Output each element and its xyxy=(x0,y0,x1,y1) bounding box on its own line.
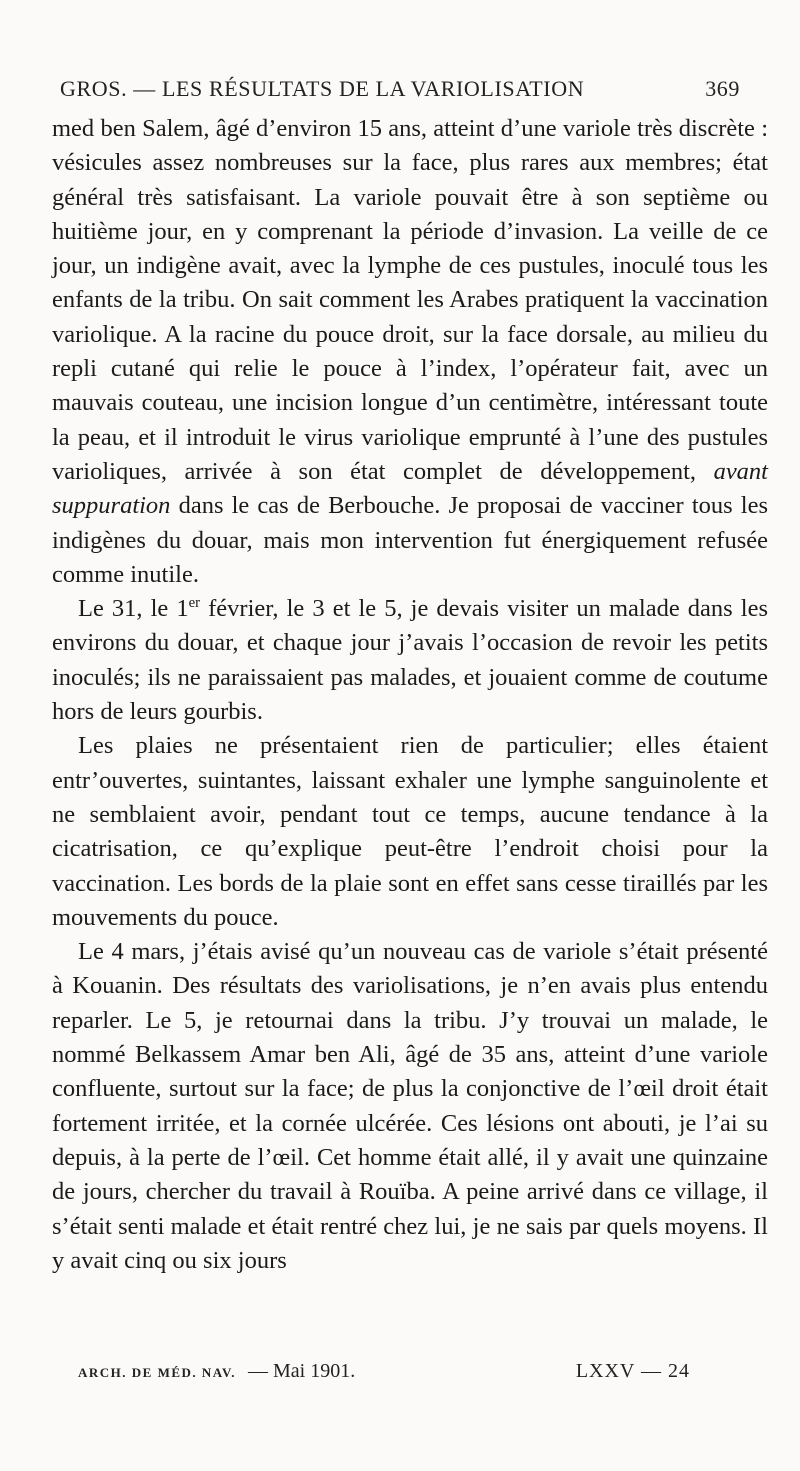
journal-name: ARCH. DE MÉD. NAV. xyxy=(78,1365,236,1380)
text-run: février, le 3 et le 5, je devais visiter un malade dans les environs du douar, et chaque jour j’avais l’occasion de revoir les petits inoculés; ils ne paraissaient pas malades, et jouaient comme de coutume hors de leurs gourbis. xyxy=(52,595,768,726)
article-body xyxy=(52,112,768,1278)
paragraph xyxy=(52,729,768,935)
issue-date: — Mai 1901. xyxy=(247,1360,356,1382)
text-run: Les plaies ne présentaient rien de particulier; elles étaient entr’ouvertes, suintantes, laissant exhaler une lymphe sanguinolente et ne semblaient avoir, pendant tout ce temps, aucune tendance à la cicatrisation, ce qu’explique peut-être l’endroit choisi pour la vaccination. Les bords de la plaie sont en effet sans cesse tiraillés par les mouvements du pouce. xyxy=(52,732,768,931)
text-run: med ben Salem, âgé d’environ 15 ans, atteint d’une variole très discrète : vésicules assez nombreuses sur la face, plus rares aux membres; état général très satisfaisant. La variole pouvait être à son septième ou huitième jour, en y comprenant la période d’invasion. La veille de ce jour, un indigène avait, avec la lymphe de ces pustules, inoculé tous les enfants de la tribu. On sait comment les Arabes pratiquent la vaccination variolique. A la racine du pouce droit, sur la face dorsale, au milieu du repli cutané qui relie le pouce à l’index, l’opérateur fait, avec un mauvais couteau, une incision longue d’un centimètre, intéressant toute la peau, et il introduit le virus variolique emprunté à l’une des pustules varioliques, arrivée à son état complet de développement, xyxy=(52,115,768,485)
paragraph xyxy=(52,935,768,1278)
superscript-text: er xyxy=(188,595,201,611)
page-footer xyxy=(78,1360,690,1383)
paragraph xyxy=(52,592,768,729)
text-run: Le 4 mars, j’étais avisé qu’un nouveau cas de variole s’était présenté à Kouanin. Des résultats des variolisations, je n’en avais plus entendu reparler. Le 5, je retournai dans la tribu. J’y trouvai un malade, le nommé Belkassem Amar ben Ali, âgé de 35 ans, atteint d’une variole confluente, surtout sur la face; de plus la conjonctive de l’œil droit était fortement irritée, et la cornée ulcérée. Ces lésions ont abouti, je l’ai su depuis, à la perte de l’œil. Cet homme était allé, il y avait une quinzaine de jours, chercher du travail à Rouïba. A peine arrivé dans ce village, il s’était senti malade et était rentré chez lui, je ne sais par quels moyens. Il y avait cinq ou six jours xyxy=(52,938,768,1274)
running-header xyxy=(60,76,740,110)
running-title: GROS. — LES RÉSULTATS DE LA VARIOLISATION xyxy=(60,76,585,101)
italic-text: avant suppuration xyxy=(52,457,768,520)
text-run: Le 31, le 1 xyxy=(78,595,189,623)
paragraph xyxy=(52,112,768,592)
volume-signature: LXXV — 24 xyxy=(575,1360,690,1382)
page-number: 369 xyxy=(705,76,740,101)
text-run: dans le cas de Berbouche. Je proposai de vacciner tous les indigènes du douar, mais mon intervention fut énergiquement refusée comme inutile. xyxy=(52,492,768,588)
